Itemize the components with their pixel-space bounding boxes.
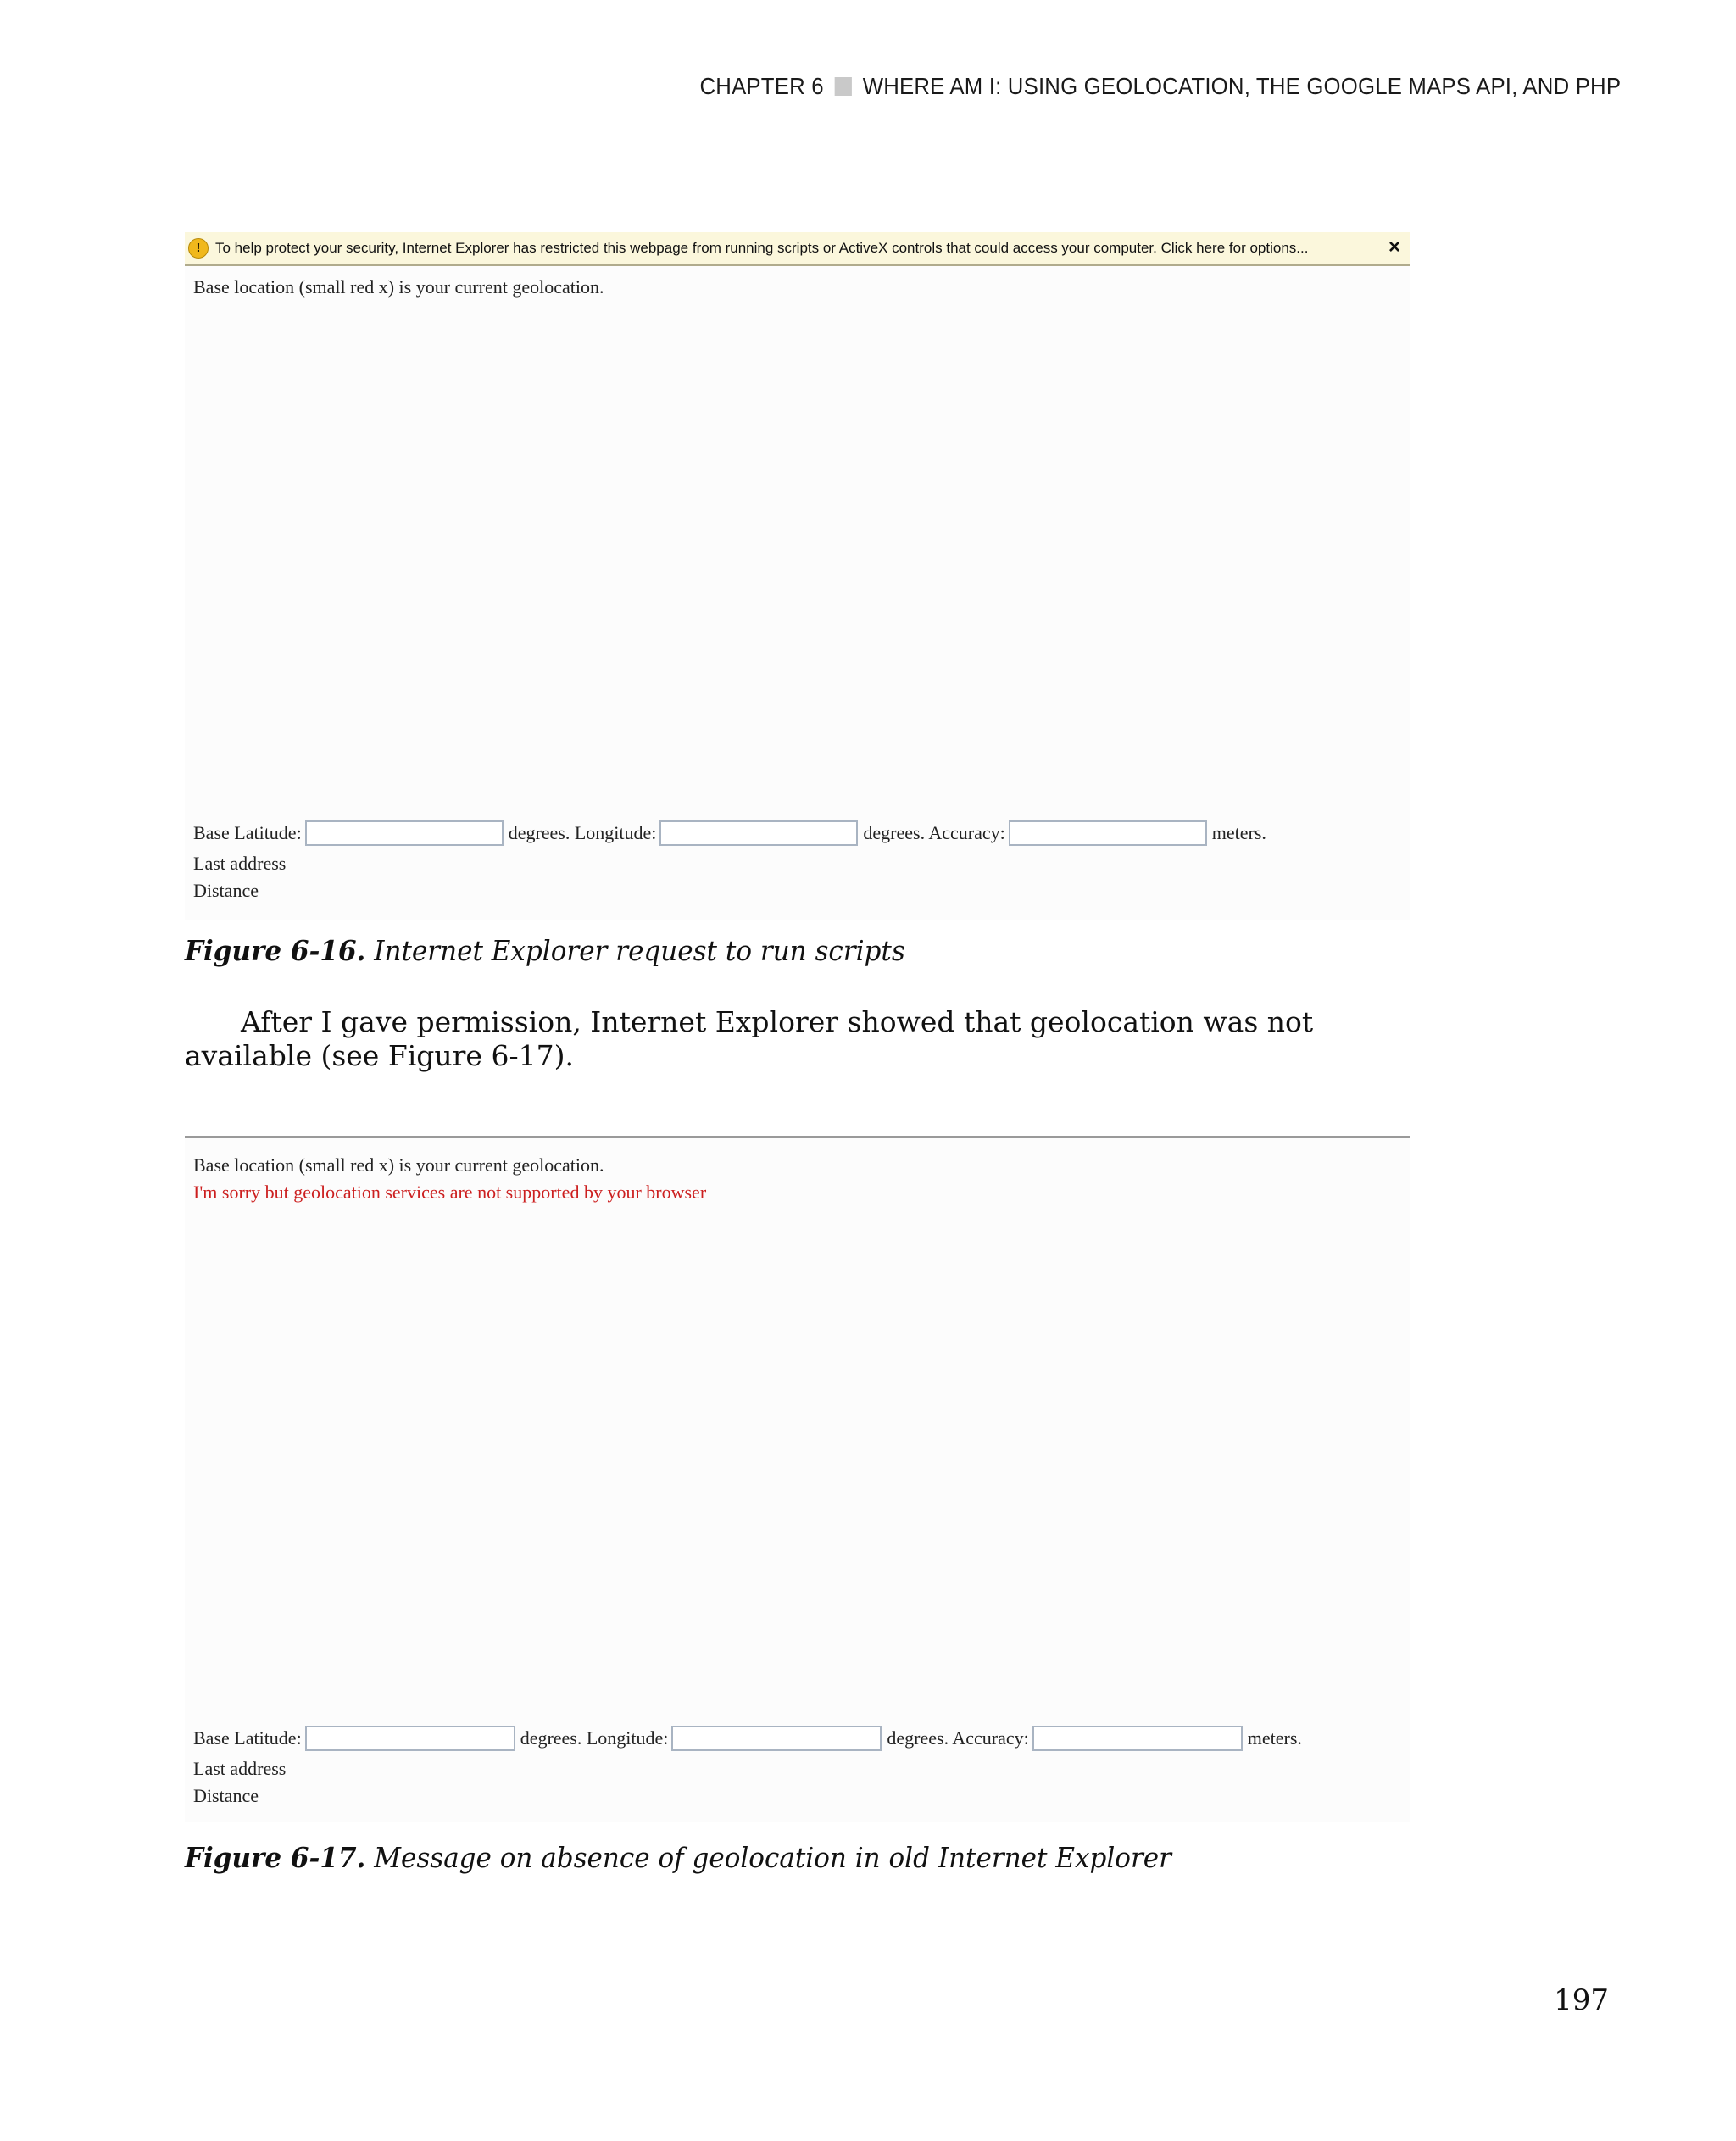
base-location-text: Base location (small red x) is your current geolocation. [193,276,604,298]
figure-6-16-screenshot [185,232,1410,920]
figure-6-17-caption [185,1841,1171,1874]
ie-security-infobar[interactable] [185,232,1410,266]
base-location-text: Base location (small red x) is your current geolocation. [193,1154,604,1176]
caption-text: Message on absence of geolocation in old Internet Explorer [374,1841,1171,1874]
figure-6-17-screenshot [185,1136,1410,1822]
figure-6-16-caption [185,934,905,967]
geolocation-error-message: I'm sorry but geolocation services are not supported by your browser [193,1182,707,1203]
page-number: 197 [1554,1983,1609,2017]
distance-label: Distance [193,880,259,901]
caption-label: Figure 6-16. [185,934,366,967]
accuracy-input[interactable] [1009,820,1207,846]
caption-text: Internet Explorer request to run scripts [374,934,905,967]
last-address-label: Last address [193,1758,287,1779]
longitude-label: degrees. Longitude: [508,822,657,843]
meters-label: meters. [1211,822,1266,843]
close-icon[interactable]: × [1388,236,1400,259]
coordinates-row [193,1726,1302,1751]
longitude-input[interactable] [659,820,858,846]
running-header [699,73,1621,100]
longitude-label: degrees. Longitude: [520,1727,669,1749]
last-address-label: Last address [193,853,287,874]
base-latitude-label: Base Latitude: [193,1727,302,1749]
warning-icon: ! [188,238,209,259]
latitude-input[interactable] [305,1726,515,1751]
distance-label: Distance [193,1785,259,1806]
body-paragraph: After I gave permission, Internet Explorer showed that geolocation was not available (see Figure 6-17). [185,1005,1314,1072]
coordinates-row [193,820,1266,846]
base-latitude-label: Base Latitude: [193,822,302,843]
browser-frame-rule [185,1136,1410,1138]
longitude-input[interactable] [671,1726,882,1751]
chapter-title: WHERE AM I: USING GEOLOCATION, THE GOOGLE MAPS API, AND PHP [862,73,1621,99]
chapter-number: CHAPTER 6 [699,73,824,99]
meters-label: meters. [1247,1727,1302,1749]
header-separator [834,77,851,96]
caption-label: Figure 6-17. [185,1841,366,1874]
accuracy-label: degrees. Accuracy: [863,822,1005,843]
latitude-input[interactable] [305,820,504,846]
accuracy-label: degrees. Accuracy: [887,1727,1029,1749]
infobar-message[interactable]: To help protect your security, Internet Explorer has restricted this webpage from running scripts or ActiveX controls that could access your computer. Click here for options... [215,240,1309,256]
accuracy-input[interactable] [1032,1726,1243,1751]
